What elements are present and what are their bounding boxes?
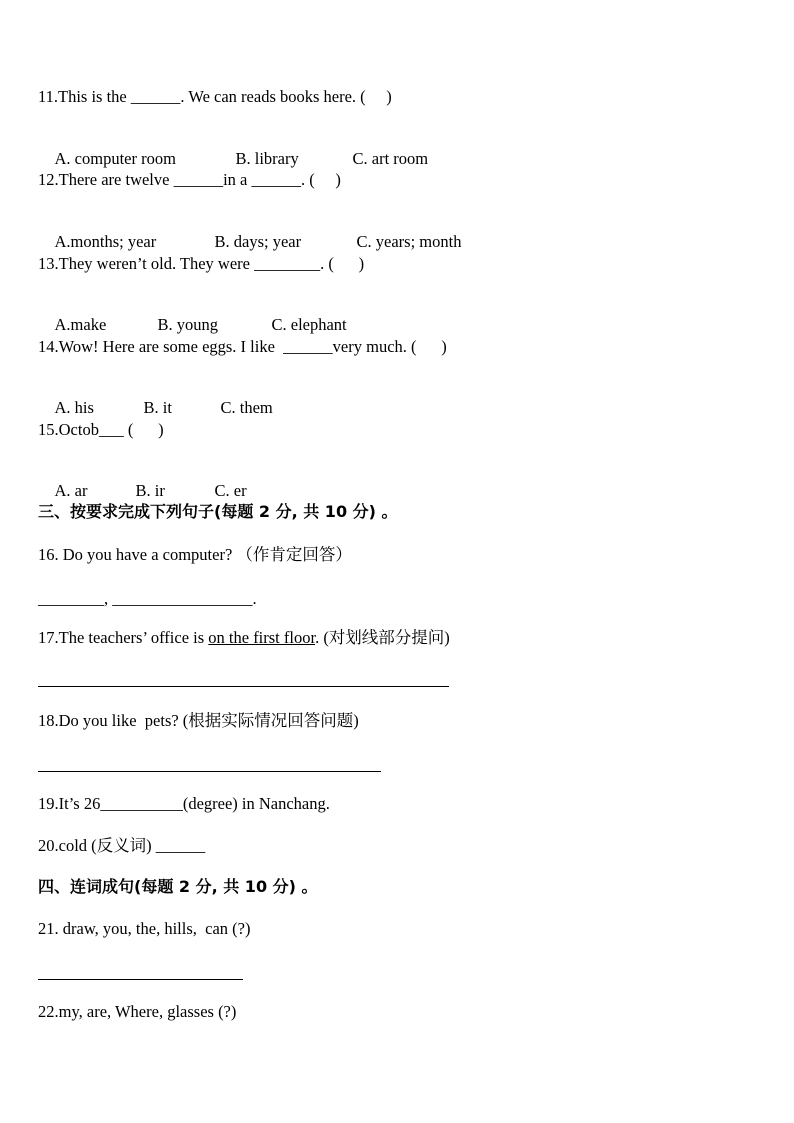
option-b: B. young (157, 315, 219, 334)
option-a: A. computer room (54, 149, 176, 168)
question-21-answer-line (38, 979, 243, 980)
option-c: C. years; month (356, 232, 462, 251)
question-18-answer-line (38, 771, 381, 772)
question-13: 13.They weren’t old. They were ________. ( ) (38, 254, 365, 273)
option-c: C. them (220, 398, 273, 417)
question-20: 20.cold (反义词) ______ (38, 836, 206, 855)
question-14: 14.Wow! Here are some eggs. I like ______very much. ( ) (38, 337, 447, 356)
question-18: 18.Do you like pets? (根据实际情况回答问题) (38, 711, 359, 730)
question-12: 12.There are twelve ______in a ______. ( ) (38, 170, 341, 189)
question-11: 11.This is the ______. We can reads books here. ( ) (38, 87, 392, 106)
option-c: C. art room (352, 149, 429, 168)
option-b: B. it (143, 398, 172, 417)
option-b: B. days; year (214, 232, 302, 251)
option-b: B. library (235, 149, 299, 168)
question-15: 15.Octob___ ( ) (38, 420, 164, 439)
option-c: C. er (214, 481, 247, 500)
question-22: 22.my, are, Where, glasses (?) (38, 1002, 237, 1021)
section-4-heading: 四、连词成句(每题 2 分, 共 10 分) 。 (38, 877, 318, 896)
section-3-heading: 三、按要求完成下列句子(每题 2 分, 共 10 分) 。 (38, 502, 398, 521)
option-b: B. ir (135, 481, 165, 500)
option-a: A.make (54, 315, 107, 334)
question-17-underlined: on the first floor (208, 628, 316, 647)
question-21: 21. draw, you, the, hills, can (?) (38, 919, 251, 938)
question-17-suffix: . (对划线部分提问) (315, 628, 450, 647)
option-a: A. ar (54, 481, 88, 500)
option-a: A.months; year (54, 232, 157, 251)
question-17-answer-line (38, 686, 449, 687)
question-17-prefix: 17.The teachers’ office is (38, 628, 209, 647)
question-19: 19.It’s 26__________(degree) in Nanchang. (38, 794, 330, 813)
question-17 (38, 628, 450, 648)
option-a: A. his (54, 398, 94, 417)
option-c: C. elephant (271, 315, 347, 334)
question-16-answer-blank: ________, _________________. (38, 589, 257, 608)
question-16: 16. Do you have a computer? （作肯定回答） (38, 545, 352, 564)
